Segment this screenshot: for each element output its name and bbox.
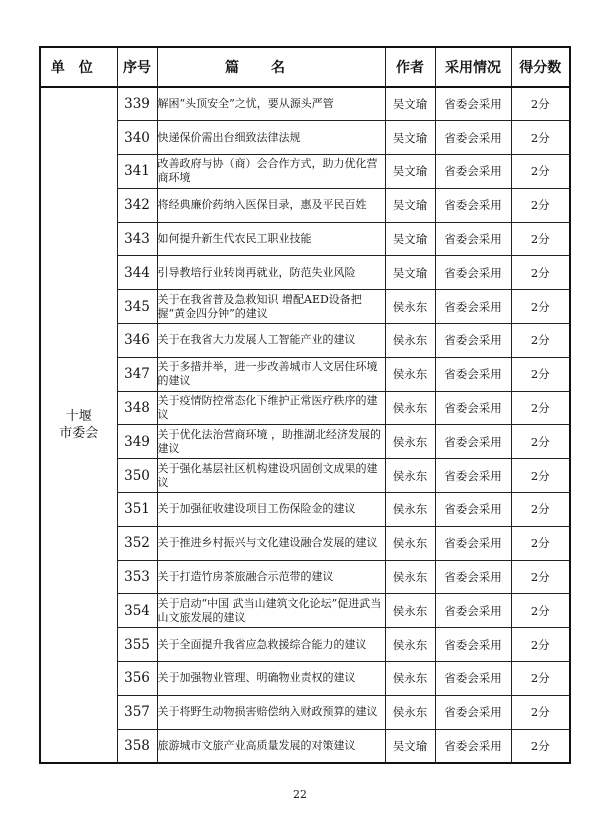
table-row — [40, 695, 570, 729]
row-status: 省委会采用 — [435, 121, 511, 155]
row-author: 侯永东 — [385, 391, 435, 425]
row-title: 快递保价需出台细致法律法规 — [157, 121, 385, 155]
row-number: 344 — [117, 256, 157, 290]
row-status: 省委会采用 — [435, 526, 511, 560]
row-title: 关于疫情防控常态化下维护正常医疗秩序的建议 — [157, 391, 385, 425]
row-score: 2分 — [511, 560, 570, 594]
row-score: 2分 — [511, 121, 570, 155]
row-title: 关于将野生动物损害赔偿纳入财政预算的建议 — [157, 695, 385, 729]
table-row — [40, 87, 570, 121]
header-score: 得分数 — [511, 47, 570, 87]
row-status: 省委会采用 — [435, 188, 511, 222]
row-status: 省委会采用 — [435, 290, 511, 324]
row-number: 345 — [117, 290, 157, 324]
row-score: 2分 — [511, 695, 570, 729]
table-row — [40, 628, 570, 662]
row-title: 关于强化基层社区机构建设巩固创文成果的建议 — [157, 459, 385, 493]
row-score: 2分 — [511, 256, 570, 290]
row-number: 350 — [117, 459, 157, 493]
row-author: 侯永东 — [385, 357, 435, 391]
row-author: 侯永东 — [385, 493, 435, 527]
row-number: 346 — [117, 324, 157, 358]
row-status: 省委会采用 — [435, 155, 511, 189]
table-row — [40, 729, 570, 763]
row-number: 343 — [117, 222, 157, 256]
row-status: 省委会采用 — [435, 87, 511, 121]
row-score: 2分 — [511, 729, 570, 763]
row-number: 348 — [117, 391, 157, 425]
row-number: 339 — [117, 87, 157, 121]
row-status: 省委会采用 — [435, 695, 511, 729]
row-number: 354 — [117, 594, 157, 628]
header-row — [40, 47, 570, 87]
row-number: 355 — [117, 628, 157, 662]
row-author: 侯永东 — [385, 290, 435, 324]
header-status: 采用情况 — [435, 47, 511, 87]
row-title: 关于打造竹房茶旅融合示范带的建议 — [157, 560, 385, 594]
row-score: 2分 — [511, 662, 570, 696]
unit-name-line2: 市委会 — [59, 425, 99, 441]
row-status: 省委会采用 — [435, 391, 511, 425]
row-number: 340 — [117, 121, 157, 155]
row-number: 349 — [117, 425, 157, 459]
row-title: 改善政府与协（商）会合作方式，助力优化营商环境 — [157, 155, 385, 189]
row-author: 侯永东 — [385, 459, 435, 493]
row-title: 解困“头顶安全”之忧，要从源头严管 — [157, 87, 385, 121]
row-author: 侯永东 — [385, 594, 435, 628]
row-number: 358 — [117, 729, 157, 763]
row-number: 357 — [117, 695, 157, 729]
row-status: 省委会采用 — [435, 493, 511, 527]
header-title: 篇名 — [157, 47, 385, 87]
row-title: 关于推进乡村振兴与文化建设融合发展的建议 — [157, 526, 385, 560]
row-author: 吴文瑜 — [385, 188, 435, 222]
row-author: 侯永东 — [385, 560, 435, 594]
row-title: 关于全面提升我省应急救援综合能力的建议 — [157, 628, 385, 662]
row-author: 吴文瑜 — [385, 222, 435, 256]
row-number: 352 — [117, 526, 157, 560]
row-status: 省委会采用 — [435, 357, 511, 391]
row-score: 2分 — [511, 188, 570, 222]
row-title: 关于优化法治营商环境 ，助推湖北经济发展的建议 — [157, 425, 385, 459]
row-author: 吴文瑜 — [385, 87, 435, 121]
proposal-table — [39, 46, 571, 764]
header-seq: 序号 — [117, 47, 157, 87]
row-status: 省委会采用 — [435, 560, 511, 594]
row-score: 2分 — [511, 87, 570, 121]
row-title: 关于加强物业管理、明确物业责权的建议 — [157, 662, 385, 696]
row-number: 351 — [117, 493, 157, 527]
row-score: 2分 — [511, 155, 570, 189]
row-score: 2分 — [511, 425, 570, 459]
row-score: 2分 — [511, 526, 570, 560]
row-author: 侯永东 — [385, 324, 435, 358]
row-status: 省委会采用 — [435, 628, 511, 662]
row-status: 省委会采用 — [435, 729, 511, 763]
row-author: 侯永东 — [385, 695, 435, 729]
row-title: 旅游城市文旅产业高质量发展的对策建议 — [157, 729, 385, 763]
row-status: 省委会采用 — [435, 459, 511, 493]
row-score: 2分 — [511, 628, 570, 662]
unit-name-line1: 十堰 — [65, 408, 92, 424]
table-row — [40, 188, 570, 222]
header-author: 作者 — [385, 47, 435, 87]
row-title: 关于多措并举，进一步改善城市人文居住环境的建议 — [157, 357, 385, 391]
table-row — [40, 324, 570, 358]
table-row — [40, 391, 570, 425]
row-title: 关于启动“中国 武当山建筑文化论坛”促进武当山文旅发展的建议 — [157, 594, 385, 628]
table-row — [40, 459, 570, 493]
row-status: 省委会采用 — [435, 256, 511, 290]
row-score: 2分 — [511, 459, 570, 493]
row-author: 吴文瑜 — [385, 155, 435, 189]
row-title: 关于加强征收建设项目工伤保险金的建议 — [157, 493, 385, 527]
row-author: 侯永东 — [385, 425, 435, 459]
table-row — [40, 256, 570, 290]
row-score: 2分 — [511, 324, 570, 358]
row-title: 将经典廉价药纳入医保目录，惠及平民百姓 — [157, 188, 385, 222]
row-number: 347 — [117, 357, 157, 391]
table-row — [40, 594, 570, 628]
row-status: 省委会采用 — [435, 425, 511, 459]
table-row — [40, 222, 570, 256]
row-score: 2分 — [511, 290, 570, 324]
row-status: 省委会采用 — [435, 222, 511, 256]
page-number: 22 — [293, 788, 307, 801]
row-score: 2分 — [511, 222, 570, 256]
table-row — [40, 155, 570, 189]
row-score: 2分 — [511, 493, 570, 527]
row-status: 省委会采用 — [435, 594, 511, 628]
row-number: 353 — [117, 560, 157, 594]
unit-cell — [40, 87, 117, 763]
table-row — [40, 560, 570, 594]
table-row — [40, 526, 570, 560]
row-title: 关于在我省普及急救知识 增配AED设备把握“黄金四分钟”的建议 — [157, 290, 385, 324]
row-score: 2分 — [511, 594, 570, 628]
table-row — [40, 493, 570, 527]
table-row — [40, 662, 570, 696]
row-author: 侯永东 — [385, 526, 435, 560]
row-number: 356 — [117, 662, 157, 696]
row-number: 342 — [117, 188, 157, 222]
row-score: 2分 — [511, 357, 570, 391]
table-row — [40, 425, 570, 459]
table-row — [40, 121, 570, 155]
row-score: 2分 — [511, 391, 570, 425]
row-author: 侯永东 — [385, 628, 435, 662]
row-author: 吴文瑜 — [385, 256, 435, 290]
header-unit: 单位 — [40, 47, 117, 87]
table-body — [40, 87, 570, 763]
row-title: 引导教培行业转岗再就业，防范失业风险 — [157, 256, 385, 290]
row-author: 吴文瑜 — [385, 729, 435, 763]
row-author: 侯永东 — [385, 662, 435, 696]
row-title: 关于在我省大力发展人工智能产业的建议 — [157, 324, 385, 358]
row-status: 省委会采用 — [435, 324, 511, 358]
row-title: 如何提升新生代农民工职业技能 — [157, 222, 385, 256]
table-row — [40, 357, 570, 391]
row-author: 吴文瑜 — [385, 121, 435, 155]
table-row — [40, 290, 570, 324]
row-number: 341 — [117, 155, 157, 189]
row-status: 省委会采用 — [435, 662, 511, 696]
